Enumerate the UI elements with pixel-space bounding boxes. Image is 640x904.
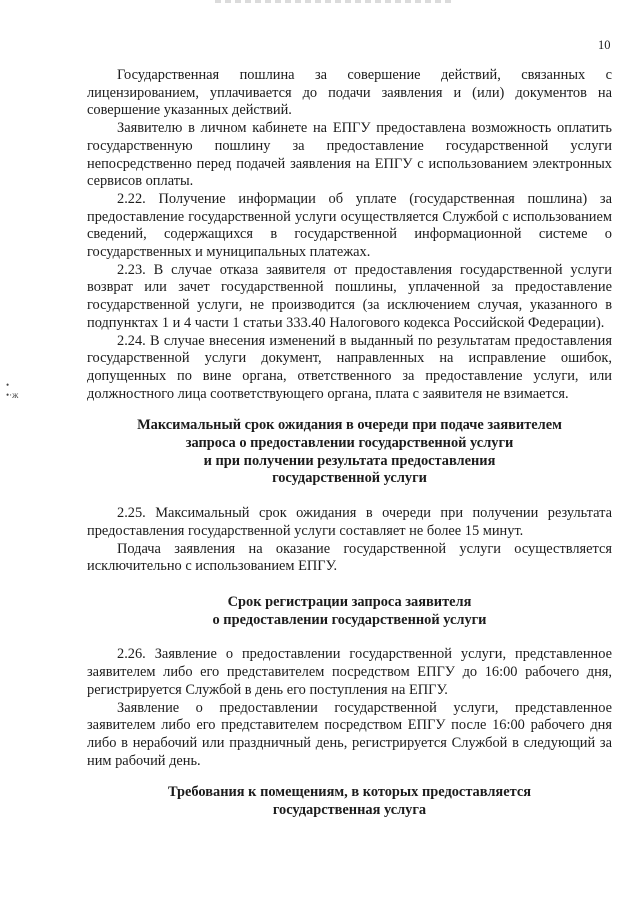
section-heading-registration-term — [87, 594, 612, 629]
document-body — [87, 67, 612, 820]
paragraph-application-epgu: Подача заявления на оказание государственной услуги осуществляется исключительно с использованием ЕПГУ. — [87, 540, 612, 575]
scan-margin-mark: • •·ж — [6, 380, 19, 400]
paragraph-2-26: 2.26. Заявление о предоставлении государственной услуги, представленное заявителем либо его представителем посредством ЕПГУ до 16:00 рабочего дня, регистрируется Службой в день его поступления на ЕПГУ. — [87, 646, 612, 698]
heading-line: запроса о предоставлении государственной услуги — [185, 435, 514, 452]
heading-line: государственной услуги — [272, 470, 427, 487]
heading-line: Требования к помещениям, в которых предоставляется — [167, 784, 532, 801]
scan-top-artifact — [215, 0, 455, 3]
heading-line: Срок регистрации запроса заявителя — [227, 593, 472, 610]
paragraph-fee-license: Государственная пошлина за совершение действий, связанных с лицензированием, уплачивается до подачи заявления и (или) документов на совершение указанных действий. — [87, 67, 612, 119]
heading-line: Максимальный срок ожидания в очереди при подаче заявителем — [137, 417, 562, 434]
paragraph-after-hours: Заявление о предоставлении государственной услуги, представленное заявителем либо его представителем посредством ЕПГУ после 16:00 рабочего дня либо в нерабочий или праздничный день, регистрируется Службой в следующий за ним рабочий день. — [87, 699, 612, 769]
paragraph-2-25: 2.25. Максимальный срок ожидания в очереди при получении результата предоставления государственной услуги составляет не более 15 минут. — [87, 505, 612, 539]
paragraph-2-24: 2.24. В случае внесения изменений в выданный по результатам предоставления государственной услуги документ, направленных на исправление ошибок, допущенных по вине органа, ответственного за предоставление услуги, или должностного лица соответствующего органа, плата с заявителя не взимается. — [87, 332, 612, 402]
page-number: 10 — [598, 38, 611, 52]
paragraph-2-23: 2.23. В случае отказа заявителя от предоставления государственной услуги возврат или зачет государственной пошлины, уплаченной за предоставление государственной услуги, не производится (за исключением случая, указанного в подпунктах 1 и 4 части 1 статьи 333.40 Налогового кодекса Российской Федерации). — [87, 261, 612, 331]
paragraph-fee-epgu: Заявителю в личном кабинете на ЕПГУ предоставлена возможность оплатить государственную пошлину за предоставление государственной услуги непосредственно перед подачей заявления на ЕПГУ с использованием электронных сервисов оплаты. — [87, 120, 612, 190]
heading-line: и при получении результата предоставления — [203, 452, 496, 469]
paragraph-2-22: 2.22. Получение информации об уплате (государственная пошлина) за предоставление государственной услуги осуществляется Службой с использованием сведений, содержащихся в государственной информационной системе о государственных и муниципальных платежах. — [87, 190, 612, 261]
heading-line: о предоставлении государственной услуги — [212, 611, 487, 628]
section-heading-premises — [87, 784, 612, 819]
section-heading-queue-time — [87, 417, 612, 488]
heading-line: государственная услуга — [272, 802, 427, 819]
